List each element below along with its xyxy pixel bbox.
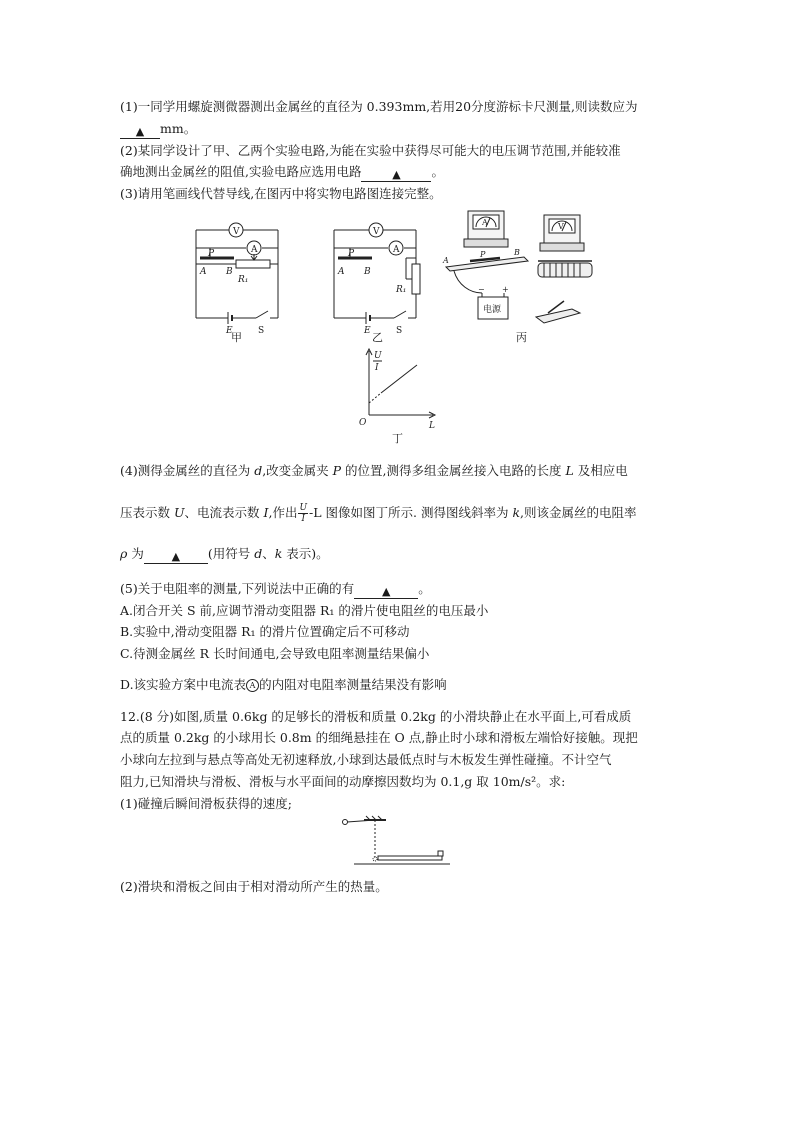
label-S: S [258, 326, 265, 336]
y-axis-label-den: I [375, 363, 379, 373]
answer-blank[interactable]: ▲ [144, 549, 208, 564]
circuit-diagram-yi [326, 218, 426, 340]
q12-line4: 阻力,已知滑块与滑板、滑板与水平面间的动摩擦因数均为 0.1,g 取 10m/s²。求: [120, 774, 566, 789]
apparatus-diagram-bing [440, 205, 610, 330]
ammeter-symbol: A [246, 679, 259, 692]
q12-line2: 点的质量 0.2kg 的小球用长 0.8m 的细绳悬挂在 O 点,静止时小球和滑板左端恰好接触。现把 [120, 730, 638, 745]
label-B: B [226, 267, 233, 277]
option-b: B.实验中,滑动变阻器 R₁ 的滑片位置确定后不可移动 [120, 624, 410, 639]
answer-blank[interactable]: ▲ [120, 124, 160, 139]
answer-blank[interactable]: ▲ [361, 167, 431, 182]
figure-caption-yi: 乙 [372, 331, 383, 344]
q11-part1-line1: (1)一同学用螺旋测微器测出金属丝的直径为 0.393mm,若用20分度游标卡尺测量,则读数应为 [120, 99, 638, 114]
voltmeter-label: V [233, 227, 240, 237]
figure-caption-ding: 丁 [392, 432, 403, 445]
q11-part4-line1: (4)测得金属丝的直径为 d,改变金属夹 P 的位置,测得多组金属丝接入电路的长度 L 及相应电 [120, 463, 628, 478]
q12-line1: 12.(8 分)如图,质量 0.6kg 的足够长的滑板和质量 0.2kg 的小滑块静止在水平面上,可看成质 [120, 709, 632, 724]
voltmeter-label: V [558, 222, 564, 231]
y-axis-label-num: U [374, 351, 382, 361]
graph-ding [355, 345, 445, 430]
circuit-diagram-jia [188, 218, 288, 340]
q11-part2-line1: (2)某同学设计了甲、乙两个实验电路,为能在实验中获得尽可能大的电压调节范围,并能较准 [120, 143, 621, 158]
figure-caption-bing: 丙 [516, 331, 527, 344]
label-E: E [364, 326, 371, 336]
q11-part2-line2: 确地测出金属丝的阻值,实验电路应选用电路 ▲ 。 [120, 164, 444, 181]
label-A: A [200, 267, 207, 277]
q11-part4-line3: ρ 为 ▲ (用符号 d、k 表示)。 [120, 546, 329, 563]
option-d: D.该实验方案中电流表 A 的内阻对电阻率测量结果没有影响 [120, 677, 447, 692]
label-P: P [480, 250, 486, 259]
option-a: A.闭合开关 S 前,应调节滑动变阻器 R₁ 的滑片使电阻丝的电压最小 [120, 603, 489, 618]
fraction-U-over-I: $\frac{U}{I}$ [299, 503, 308, 524]
label-A: A [443, 256, 449, 265]
label-S: S [396, 326, 403, 336]
figure-caption-jia: 甲 [231, 331, 242, 344]
ammeter-label: A [393, 245, 400, 255]
label-B: B [514, 248, 520, 257]
option-c: C.待测金属丝 R 长时间通电,会导致电阻率测量结果偏小 [120, 646, 430, 661]
voltmeter-label: V [373, 227, 380, 237]
label-R1: R₁ [396, 285, 407, 295]
answer-blank[interactable]: ▲ [354, 584, 418, 599]
q11-part1-line2: ▲ mm。 [120, 120, 196, 139]
q12-question1: (1)碰撞后瞬间滑板获得的速度; [120, 796, 292, 811]
label-B: B [364, 267, 371, 277]
ammeter-label: A [251, 245, 258, 255]
x-axis-label: L [429, 421, 435, 430]
q12-question2: (2)滑块和滑板之间由于相对滑动所产生的热量。 [120, 879, 388, 894]
ammeter-label: A [482, 218, 488, 227]
origin-label: O [359, 418, 367, 428]
plus-terminal-label: + [502, 285, 509, 294]
label-P: P [208, 249, 215, 259]
minus-terminal-label: − [478, 285, 485, 294]
q11-part3: (3)请用笔画线代替导线,在图丙中将实物电路图连接完整。 [120, 186, 442, 201]
q12-line3: 小球向左拉到与悬点等高处无初速释放,小球到达最低点时与木板发生弹性碰撞。不计空气 [120, 752, 612, 767]
label-R1: R₁ [238, 275, 249, 285]
q11-part5: (5)关于电阻率的测量,下列说法中正确的有 ▲ 。 [120, 581, 431, 598]
power-source-label: 电源 [483, 305, 502, 315]
label-A: A [338, 267, 345, 277]
q11-part4-line2: 压表示数 U、电流表示数 I,作出 $\frac{U}{I}$ -L 图像如图丁所示. 测得图线斜率为 k,则该金属丝的电阻率 [120, 503, 637, 524]
label-P: P [348, 249, 355, 259]
label-E: E [226, 326, 233, 336]
collision-diagram [338, 814, 456, 870]
